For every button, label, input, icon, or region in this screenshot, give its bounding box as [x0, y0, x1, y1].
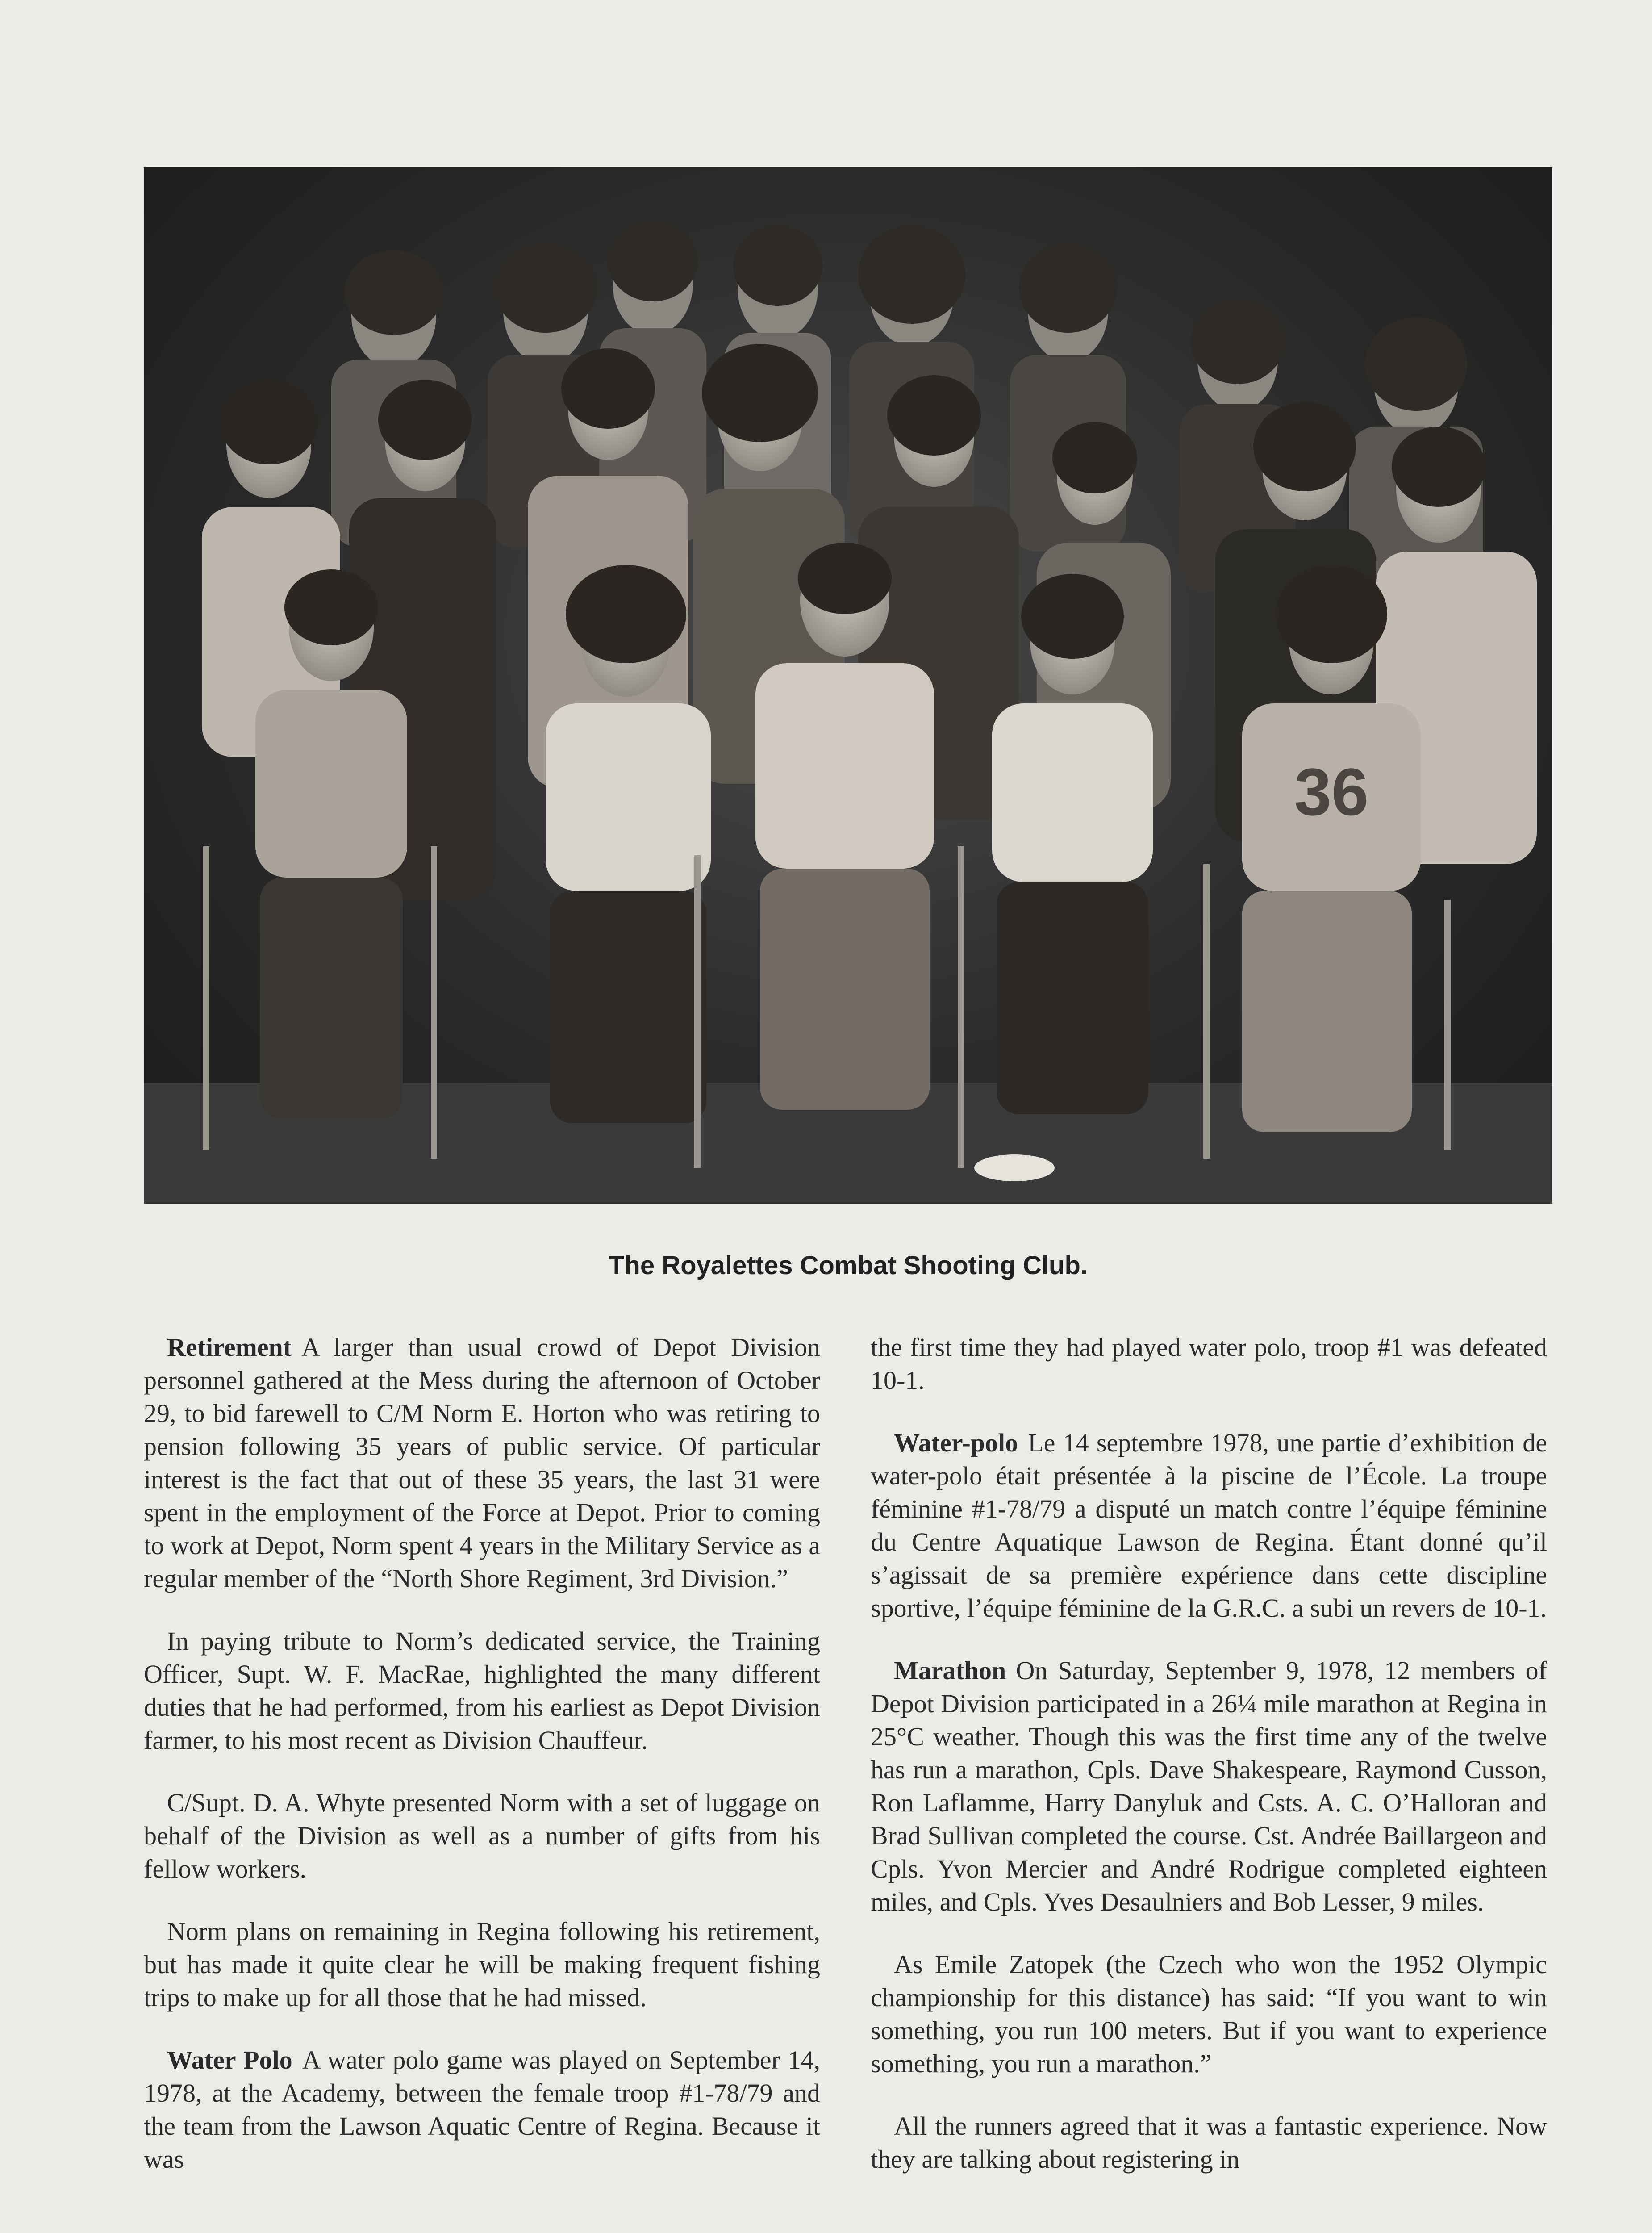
zatopek-text: As Emile Zatopek (the Czech who won the 1952 Olympic championship for this distance) has said: “If you want to win something, you run 100 meters. But if you want to experience something, you run a marathon.”	[871, 1950, 1547, 2078]
runners-paragraph	[871, 2110, 1547, 2176]
water-polo-french-text: Le 14 septembre 1978, une partie d’exhibition de water-polo était présentée à la piscine de l’École. La troupe féminine #1-78/79 a disputé un match contre l’équipe féminine du Centre Aquatique Lawson de Regina. Étant donné qu’il s’agissait de sa première expérience dans cette discipline sportive, l’équipe féminine de la G.R.C. a subi un revers de 10-1.	[871, 1428, 1547, 1622]
plans-paragraph	[144, 1915, 820, 2014]
plans-text: Norm plans on remaining in Regina following his retirement, but has made it quite clear he will be making frequent fishing trips to make up for all those that he had missed.	[144, 1917, 820, 2012]
water-polo-french-heading: Water-polo	[894, 1428, 1018, 1457]
marathon-paragraph	[871, 1654, 1547, 1919]
right-column	[871, 1331, 1547, 2205]
water-polo-french-paragraph	[871, 1426, 1547, 1625]
jersey-number: 36	[1294, 754, 1369, 829]
zatopek-paragraph	[871, 1948, 1547, 2080]
marathon-heading: Marathon	[894, 1656, 1006, 1685]
runners-text: All the runners agreed that it was a fantastic experience. Now they are talking about registering in	[871, 2112, 1547, 2174]
luggage-text: C/Supt. D. A. Whyte presented Norm with a set of luggage on behalf of the Division as well as a number of gifts from his fellow workers.	[144, 1788, 820, 1883]
tribute-paragraph	[144, 1625, 820, 1757]
retirement-heading: Retirement	[167, 1333, 292, 1362]
marathon-text: On Saturday, September 9, 1978, 12 members of Depot Division participated in a 26¼ mile marathon at Regina in 25°C weather. Though this was the first time any of the twelve has run a marathon, Cpls. Dave Shakespeare, Raymond Cusson, Ron Laflamme, Harry Danyluk and Csts. A. C. O’Halloran and Brad Sullivan completed the course. Cst. Andrée Baillargeon and Cpls. Yvon Mercier and André Rodrigue completed eighteen miles, and Cpls. Yves Desaulniers and Bob Lesser, 9 miles.	[871, 1656, 1547, 1916]
water-polo-continued-paragraph	[871, 1331, 1547, 1397]
water-polo-paragraph	[144, 2044, 820, 2176]
group-photo-illustration	[144, 167, 1552, 1204]
left-column	[144, 1331, 820, 2205]
photo-caption: The Royalettes Combat Shooting Club.	[608, 1251, 1088, 1280]
water-polo-text: A water polo game was played on September 14, 1978, at the Academy, between the female troop #1-78/79 and the team from the Lawson Aquatic Centre of Regina. Because it was	[144, 2045, 820, 2174]
group-photo	[144, 167, 1552, 1204]
retirement-paragraph	[144, 1331, 820, 1595]
tribute-text: In paying tribute to Norm’s dedicated service, the Training Officer, Supt. W. F. MacRae, highlighted the many different duties that he had performed, from his earliest as Depot Division farmer, to his most recent as Division Chauffeur.	[144, 1627, 820, 1755]
water-polo-heading: Water Polo	[167, 2045, 292, 2074]
retirement-text: A larger than usual crowd of Depot Division personnel gathered at the Mess during the afternoon of October 29, to bid farewell to C/M Norm E. Horton who was retiring to pension following 35 years of public service. Of particular interest is the fact that out of these 35 years, the last 31 were spent in the employment of the Force at Depot. Prior to coming to work at Depot, Norm spent 4 years in the Military Service as a regular member of the “North Shore Regiment, 3rd Division.”	[144, 1333, 820, 1593]
water-polo-continued-text: the first time they had played water polo, troop #1 was defeated 10-1.	[871, 1333, 1547, 1395]
luggage-paragraph	[144, 1786, 820, 1886]
